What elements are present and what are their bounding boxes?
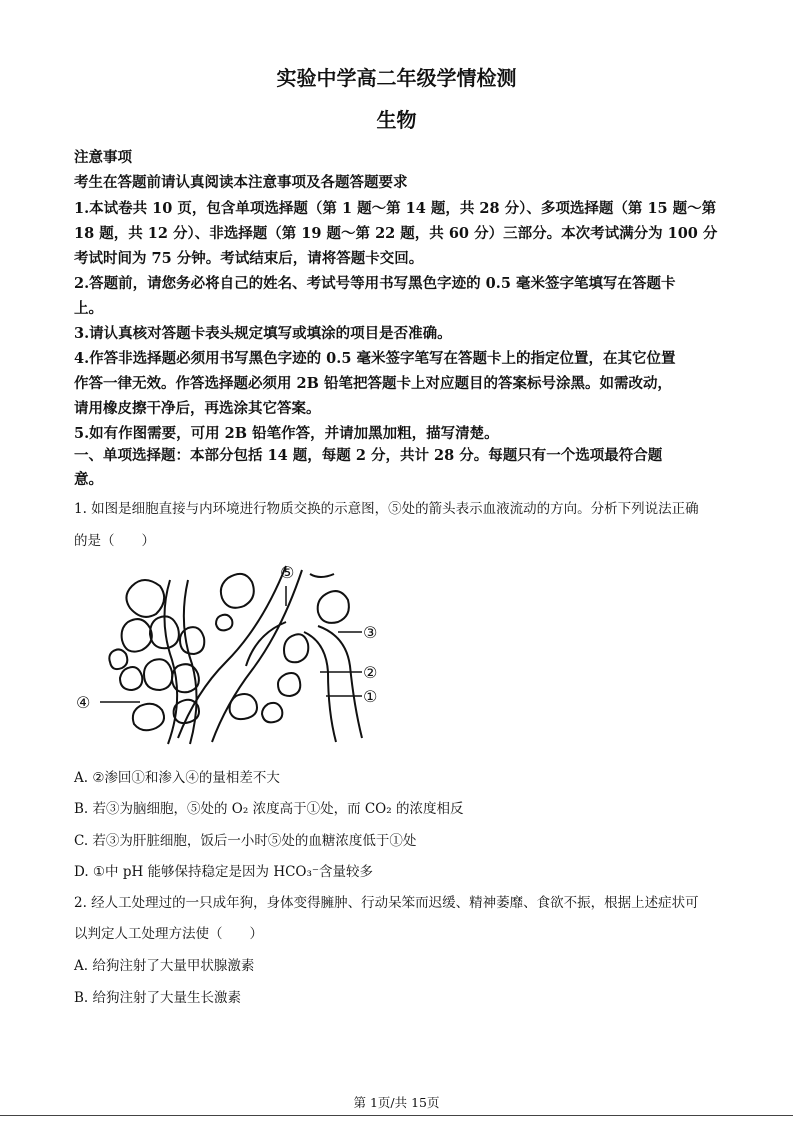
note-line: 5.如有作图需要，可用 2B 铅笔作答，并请加黑加粗，描写清楚。 [74,425,499,442]
label-4: ④ [76,693,91,712]
option-a: A. ②渗回①和渗入④的量相差不大 [74,770,280,786]
label-2: ② [363,663,378,682]
notes-intro: 考生在答题前请认真阅读本注意事项及各题答题要求 [74,174,408,191]
note-line: 请用橡皮擦干净后，再选涂其它答案。 [74,400,321,417]
subject-title: 生物 [376,108,417,132]
note-line: 上。 [74,300,103,317]
notes-heading: 注意事项 [74,149,132,166]
note-line: 考试时间为 75 分钟。考试结束后，请将答题卡交回。 [74,250,424,267]
note-line: 4.作答非选择题必须用书写黑色字迹的 0.5 毫米签字笔写在答题卡上的指定位置，在其它位置 [74,350,676,367]
option-b: B. 若③为脑细胞，⑤处的 O₂ 浓度高于①处，而 CO₂ 的浓度相反 [74,801,464,817]
note-line: 18 题，共 12 分）、非选择题（第 19 题～第 22 题，共 60 分）三部分。本次考试满分为 100 分 [74,225,718,242]
option-b: B. 给狗注射了大量生长激素 [74,990,242,1006]
label-5: ⑤ [280,563,295,582]
section-heading-cont: 意。 [74,471,103,488]
question-2-stem-cont: 以判定人工处理方法使（ ） [74,926,263,942]
bottom-rule [0,1115,793,1116]
note-line: 2.答题前，请您务必将自己的姓名、考试号等用书写黑色字迹的 0.5 毫米签字笔填写在答题卡 [74,275,676,292]
note-line: 3.请认真核对答题卡表头规定填写或填涂的项目是否准确。 [74,325,452,342]
question-2-stem: 2. 经人工处理过的一只成年狗，身体变得臃肿、行动呆笨而迟缓、精神萎靡、食欲不振，根据上述症状可 [74,895,699,911]
cell-exchange-diagram [70,556,390,756]
note-line: 1.本试卷共 10 页，包含单项选择题（第 1 题～第 14 题，共 28 分）、多项选择题（第 15 题～第 [74,200,717,217]
note-line: 作答一律无效。作答选择题必须用 2B 铅笔把答题卡上对应题目的答案标号涂黑。如需改动， [74,375,672,392]
label-3: ③ [363,623,378,642]
section-heading: 一、单项选择题：本部分包括 14 题，每题 2 分，共计 28 分。每题只有一个选项最符合题 [74,447,663,464]
page-number: 第 1页/共 15页 [353,1095,440,1110]
option-d: D. ①中 pH 能够保持稳定是因为 HCO₃⁻含量较多 [74,864,374,880]
exam-title: 实验中学高二年级学情检测 [276,66,517,90]
question-1-stem: 1. 如图是细胞直接与内环境进行物质交换的示意图，⑤处的箭头表示血液流动的方向。分析下列说法正确 [74,501,699,517]
option-a: A. 给狗注射了大量甲状腺激素 [74,958,255,974]
question-1-stem-cont: 的是（ ） [74,533,155,549]
label-1: ① [363,687,378,706]
option-c: C. 若③为肝脏细胞，饭后一小时⑤处的血糖浓度低于①处 [74,833,417,849]
